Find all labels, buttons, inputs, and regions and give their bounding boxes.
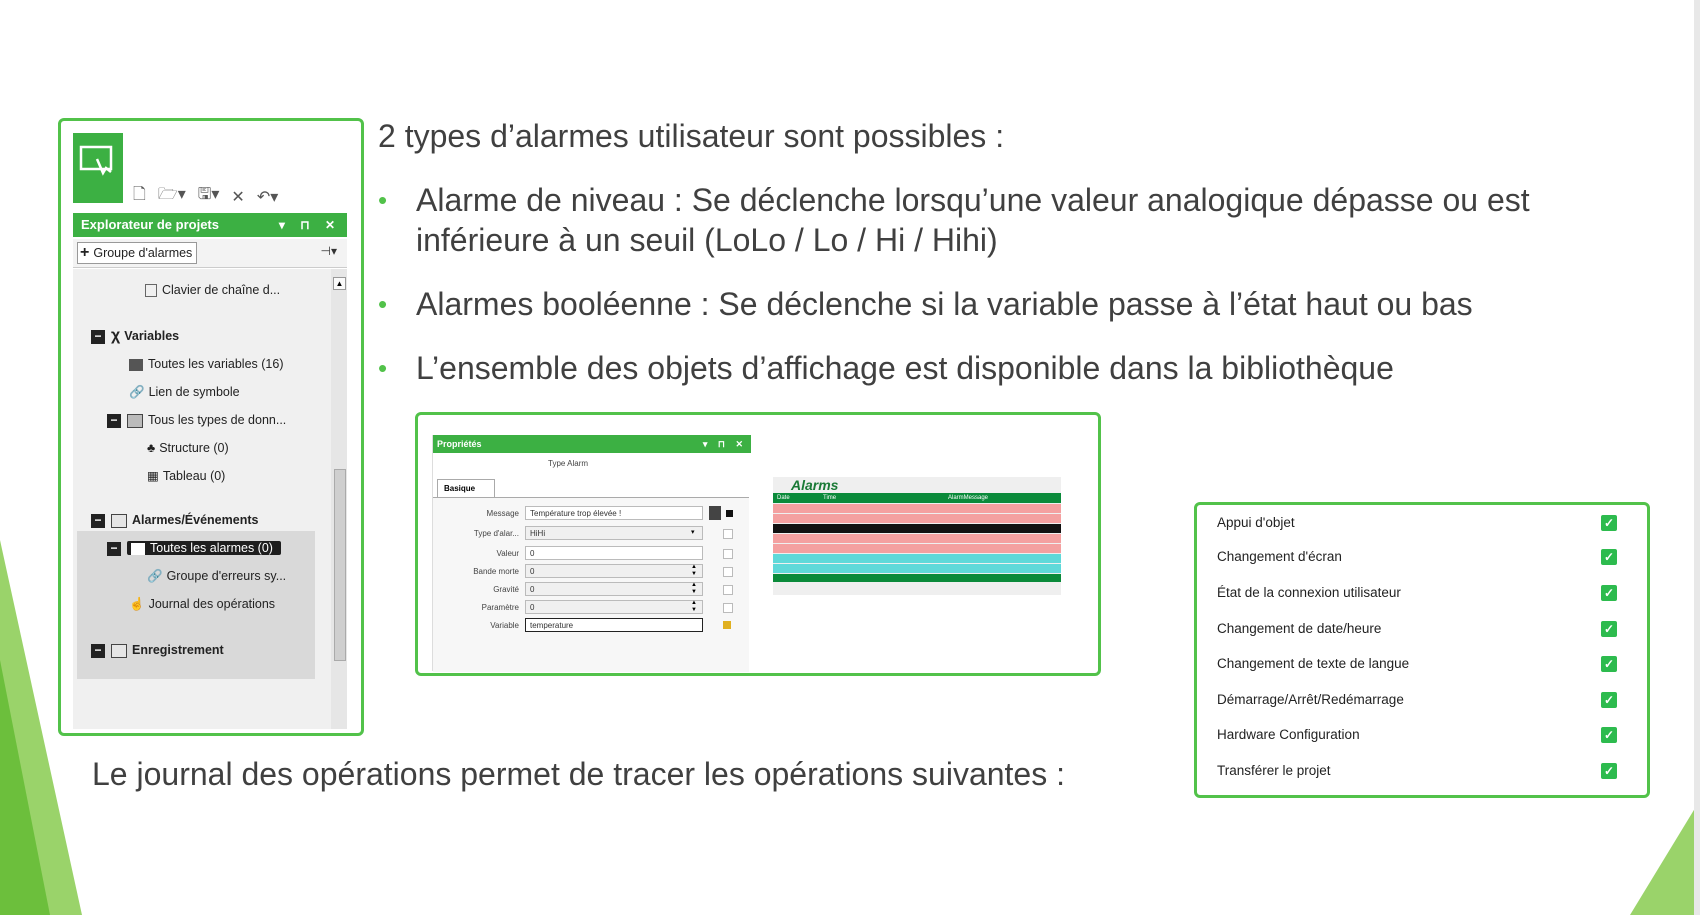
deadband-stepper[interactable]: 0 xyxy=(525,564,703,578)
alarms-header-row xyxy=(773,493,1061,503)
alarm-type-select[interactable]: HiHi xyxy=(525,526,703,540)
add-alarm-group-button[interactable] xyxy=(77,242,197,264)
window-controls[interactable]: ▾ ⊓ ✕ xyxy=(702,439,747,449)
folder-icon xyxy=(129,359,143,371)
checkbox-checked-icon[interactable]: ✓ xyxy=(1601,692,1617,708)
scroll-up-arrow-icon[interactable]: ▲ xyxy=(333,277,346,290)
bullet-item: • L’ensemble des objets d’affichage est disponible dans la bibliothèque xyxy=(378,350,1394,386)
collapse-icon[interactable]: − xyxy=(91,514,105,528)
operation-item: Changement de texte de langue ✓ xyxy=(1217,652,1617,676)
selected-item: Toutes les alarmes (0) xyxy=(127,541,281,555)
tree-item-alarms-events[interactable]: − Alarmes/Événements xyxy=(91,509,258,531)
document-icon xyxy=(145,284,157,297)
tree-item-truncated[interactable]: Clavier de chaîne d... xyxy=(145,279,280,301)
alarm-row[interactable] xyxy=(773,524,1061,533)
option-square[interactable] xyxy=(723,549,733,559)
bullet-dot-icon: • xyxy=(378,185,388,215)
variable-link-icon[interactable] xyxy=(723,621,731,629)
bullet-dot-icon: • xyxy=(378,353,388,383)
grid-icon: ▦ xyxy=(147,469,159,483)
link-icon: 🔗 xyxy=(129,385,145,399)
hand-icon: ☝ xyxy=(129,597,145,611)
bullet-item: • Alarme de niveau : Se déclenche lorsqu’une valeur analogique dépasse ou est inférieure à un seuil (LoLo / Lo / Hi / Hihi) xyxy=(378,182,1530,258)
tree-item-structure[interactable]: ♣ Structure (0) xyxy=(147,441,229,455)
operation-item: Appui d'objet ✓ xyxy=(1217,511,1617,535)
undo-icon[interactable]: ↶▾ xyxy=(256,187,279,206)
collapse-icon[interactable]: − xyxy=(107,542,121,556)
tree-item-variables[interactable]: − χ Variables xyxy=(91,325,179,347)
tree-item-recording[interactable]: − Enregistrement xyxy=(91,639,224,661)
save-icon[interactable]: 🖫▾ xyxy=(197,184,220,203)
column-header-alarm-message[interactable]: AlarmMessage xyxy=(947,495,988,501)
operation-item: Démarrage/Arrêt/Redémarrage ✓ xyxy=(1217,688,1617,712)
operation-item: Changement de date/heure ✓ xyxy=(1217,617,1617,641)
properties-body xyxy=(433,497,749,672)
checkbox-checked-icon[interactable]: ✓ xyxy=(1601,621,1617,637)
alarms-widget-title: Alarms xyxy=(791,477,839,493)
project-explorer-panel xyxy=(58,118,364,736)
stepper-arrows-icon[interactable]: ▲ ▼ xyxy=(691,582,697,595)
properties-screenshot-frame xyxy=(415,412,1101,676)
explorer-title-bar xyxy=(73,213,347,237)
property-row-value: Valeur 0 xyxy=(433,546,749,562)
color-square-icon[interactable] xyxy=(726,510,733,517)
value-field[interactable]: 0 xyxy=(525,546,703,560)
folder-icon xyxy=(131,543,145,555)
tree-item-all-alarms[interactable] xyxy=(107,537,281,559)
stepper-arrows-icon[interactable]: ▲ ▼ xyxy=(691,564,697,577)
column-header-date[interactable]: Date xyxy=(777,495,790,501)
tree-item-operations-log[interactable]: ☝ Journal des opérations xyxy=(129,597,276,611)
recording-icon xyxy=(111,644,127,658)
property-row-variable: Variable temperature xyxy=(433,618,749,634)
open-folder-icon[interactable]: 🗁▾ xyxy=(157,184,186,203)
chevron-down-icon: ▾ xyxy=(691,529,695,536)
alarms-footer-bar xyxy=(773,574,1061,582)
alarm-row[interactable] xyxy=(773,514,1061,523)
alarm-row[interactable] xyxy=(773,504,1061,513)
alarms-widget xyxy=(773,477,1061,595)
operation-item: Hardware Configuration ✓ xyxy=(1217,723,1617,747)
property-row-message: Message Température trop élevée ! xyxy=(433,506,749,522)
slide-heading: 2 types d’alarmes utilisateur sont possibles : xyxy=(378,118,1005,154)
property-row-alarm-type: Type d'alar... HiHi ▾ xyxy=(433,526,749,542)
explorer-toolbar xyxy=(133,183,278,210)
alarm-row[interactable] xyxy=(773,554,1061,563)
explorer-button-row xyxy=(73,239,347,268)
operation-item: Changement d'écran ✓ xyxy=(1217,545,1617,569)
properties-title-bar xyxy=(433,435,751,453)
tree-scrollbar[interactable] xyxy=(331,269,347,729)
properties-type-label: Type Alarm xyxy=(548,459,589,468)
parameter-stepper[interactable]: 0 xyxy=(525,600,703,614)
data-type-icon xyxy=(127,414,143,428)
option-square[interactable] xyxy=(723,529,733,539)
tree-item-all-types[interactable]: − Tous les types de donn... xyxy=(107,409,286,431)
checkbox-checked-icon[interactable]: ✓ xyxy=(1601,763,1617,779)
scrollbar-thumb[interactable] xyxy=(334,469,346,661)
pin-icon[interactable]: ⊣▾ xyxy=(320,244,337,258)
operation-item: Transférer le projet ✓ xyxy=(1217,759,1617,783)
severity-stepper[interactable]: 0 xyxy=(525,582,703,596)
operations-list-panel xyxy=(1194,502,1650,798)
alarm-folder-icon xyxy=(111,514,127,528)
bullet-list xyxy=(378,180,1668,412)
explorer-title: Explorateur de projets xyxy=(81,217,219,232)
checkbox-checked-icon[interactable]: ✓ xyxy=(1601,727,1617,743)
checkbox-checked-icon[interactable]: ✓ xyxy=(1601,515,1617,531)
right-edge-shadow xyxy=(1694,0,1700,915)
properties-title: Propriétés xyxy=(437,439,482,449)
tree-item-all-variables[interactable]: Toutes les variables (16) xyxy=(129,353,283,375)
decorative-right-triangle xyxy=(1630,800,1700,915)
option-square[interactable] xyxy=(723,567,733,577)
option-square[interactable] xyxy=(723,603,733,613)
checkbox-checked-icon[interactable]: ✓ xyxy=(1601,549,1617,565)
operation-item: État de la connexion utilisateur ✓ xyxy=(1217,581,1617,605)
collapse-icon[interactable]: − xyxy=(91,330,105,344)
delete-icon[interactable]: ✕ xyxy=(231,187,245,206)
bullet-dot-icon: • xyxy=(378,289,388,319)
alarm-row[interactable] xyxy=(773,544,1061,553)
tree-item-symbol-link[interactable]: 🔗 Lien de symbole xyxy=(129,385,240,399)
property-row-parameter: Paramètre 0 ▲ ▼ xyxy=(433,600,749,616)
checkbox-checked-icon[interactable]: ✓ xyxy=(1601,656,1617,672)
new-file-icon[interactable]: 🗋 xyxy=(133,184,146,203)
collapse-icon[interactable]: − xyxy=(91,644,105,658)
option-square[interactable] xyxy=(723,585,733,595)
collapse-icon[interactable]: − xyxy=(107,414,121,428)
add-group-label: Groupe d'alarmes xyxy=(93,246,193,260)
alarm-row[interactable] xyxy=(773,534,1061,543)
app-logo-icon xyxy=(73,133,123,203)
tab-basique[interactable]: Basique xyxy=(437,479,495,498)
property-row-severity: Gravité 0 ▲ ▼ xyxy=(433,582,749,598)
project-tree xyxy=(73,269,331,729)
variable-field[interactable]: temperature xyxy=(525,618,703,632)
structure-icon: ♣ xyxy=(147,441,156,455)
stepper-arrows-icon[interactable]: ▲ ▼ xyxy=(691,600,697,613)
window-controls[interactable]: ▾ ⊓ ✕ xyxy=(278,218,341,232)
tree-item-error-group[interactable]: 🔗 Groupe d'erreurs sy... xyxy=(147,569,287,583)
edit-button[interactable] xyxy=(709,506,721,520)
properties-panel xyxy=(432,435,751,671)
plus-icon: + xyxy=(80,244,90,261)
checkbox-checked-icon[interactable]: ✓ xyxy=(1601,585,1617,601)
message-field[interactable]: Température trop élevée ! xyxy=(525,506,703,520)
footer-text: Le journal des opérations permet de tracer les opérations suivantes : xyxy=(92,756,1065,792)
bullet-item: • Alarmes booléenne : Se déclenche si la variable passe à l’état haut ou bas xyxy=(378,286,1473,322)
tree-item-array[interactable]: ▦ Tableau (0) xyxy=(147,469,226,483)
property-row-deadband: Bande morte 0 ▲ ▼ xyxy=(433,564,749,580)
variable-icon: χ xyxy=(111,327,121,344)
alarm-row[interactable] xyxy=(773,564,1061,573)
column-header-time[interactable]: Time xyxy=(823,495,837,501)
link-icon: 🔗 xyxy=(147,569,163,583)
